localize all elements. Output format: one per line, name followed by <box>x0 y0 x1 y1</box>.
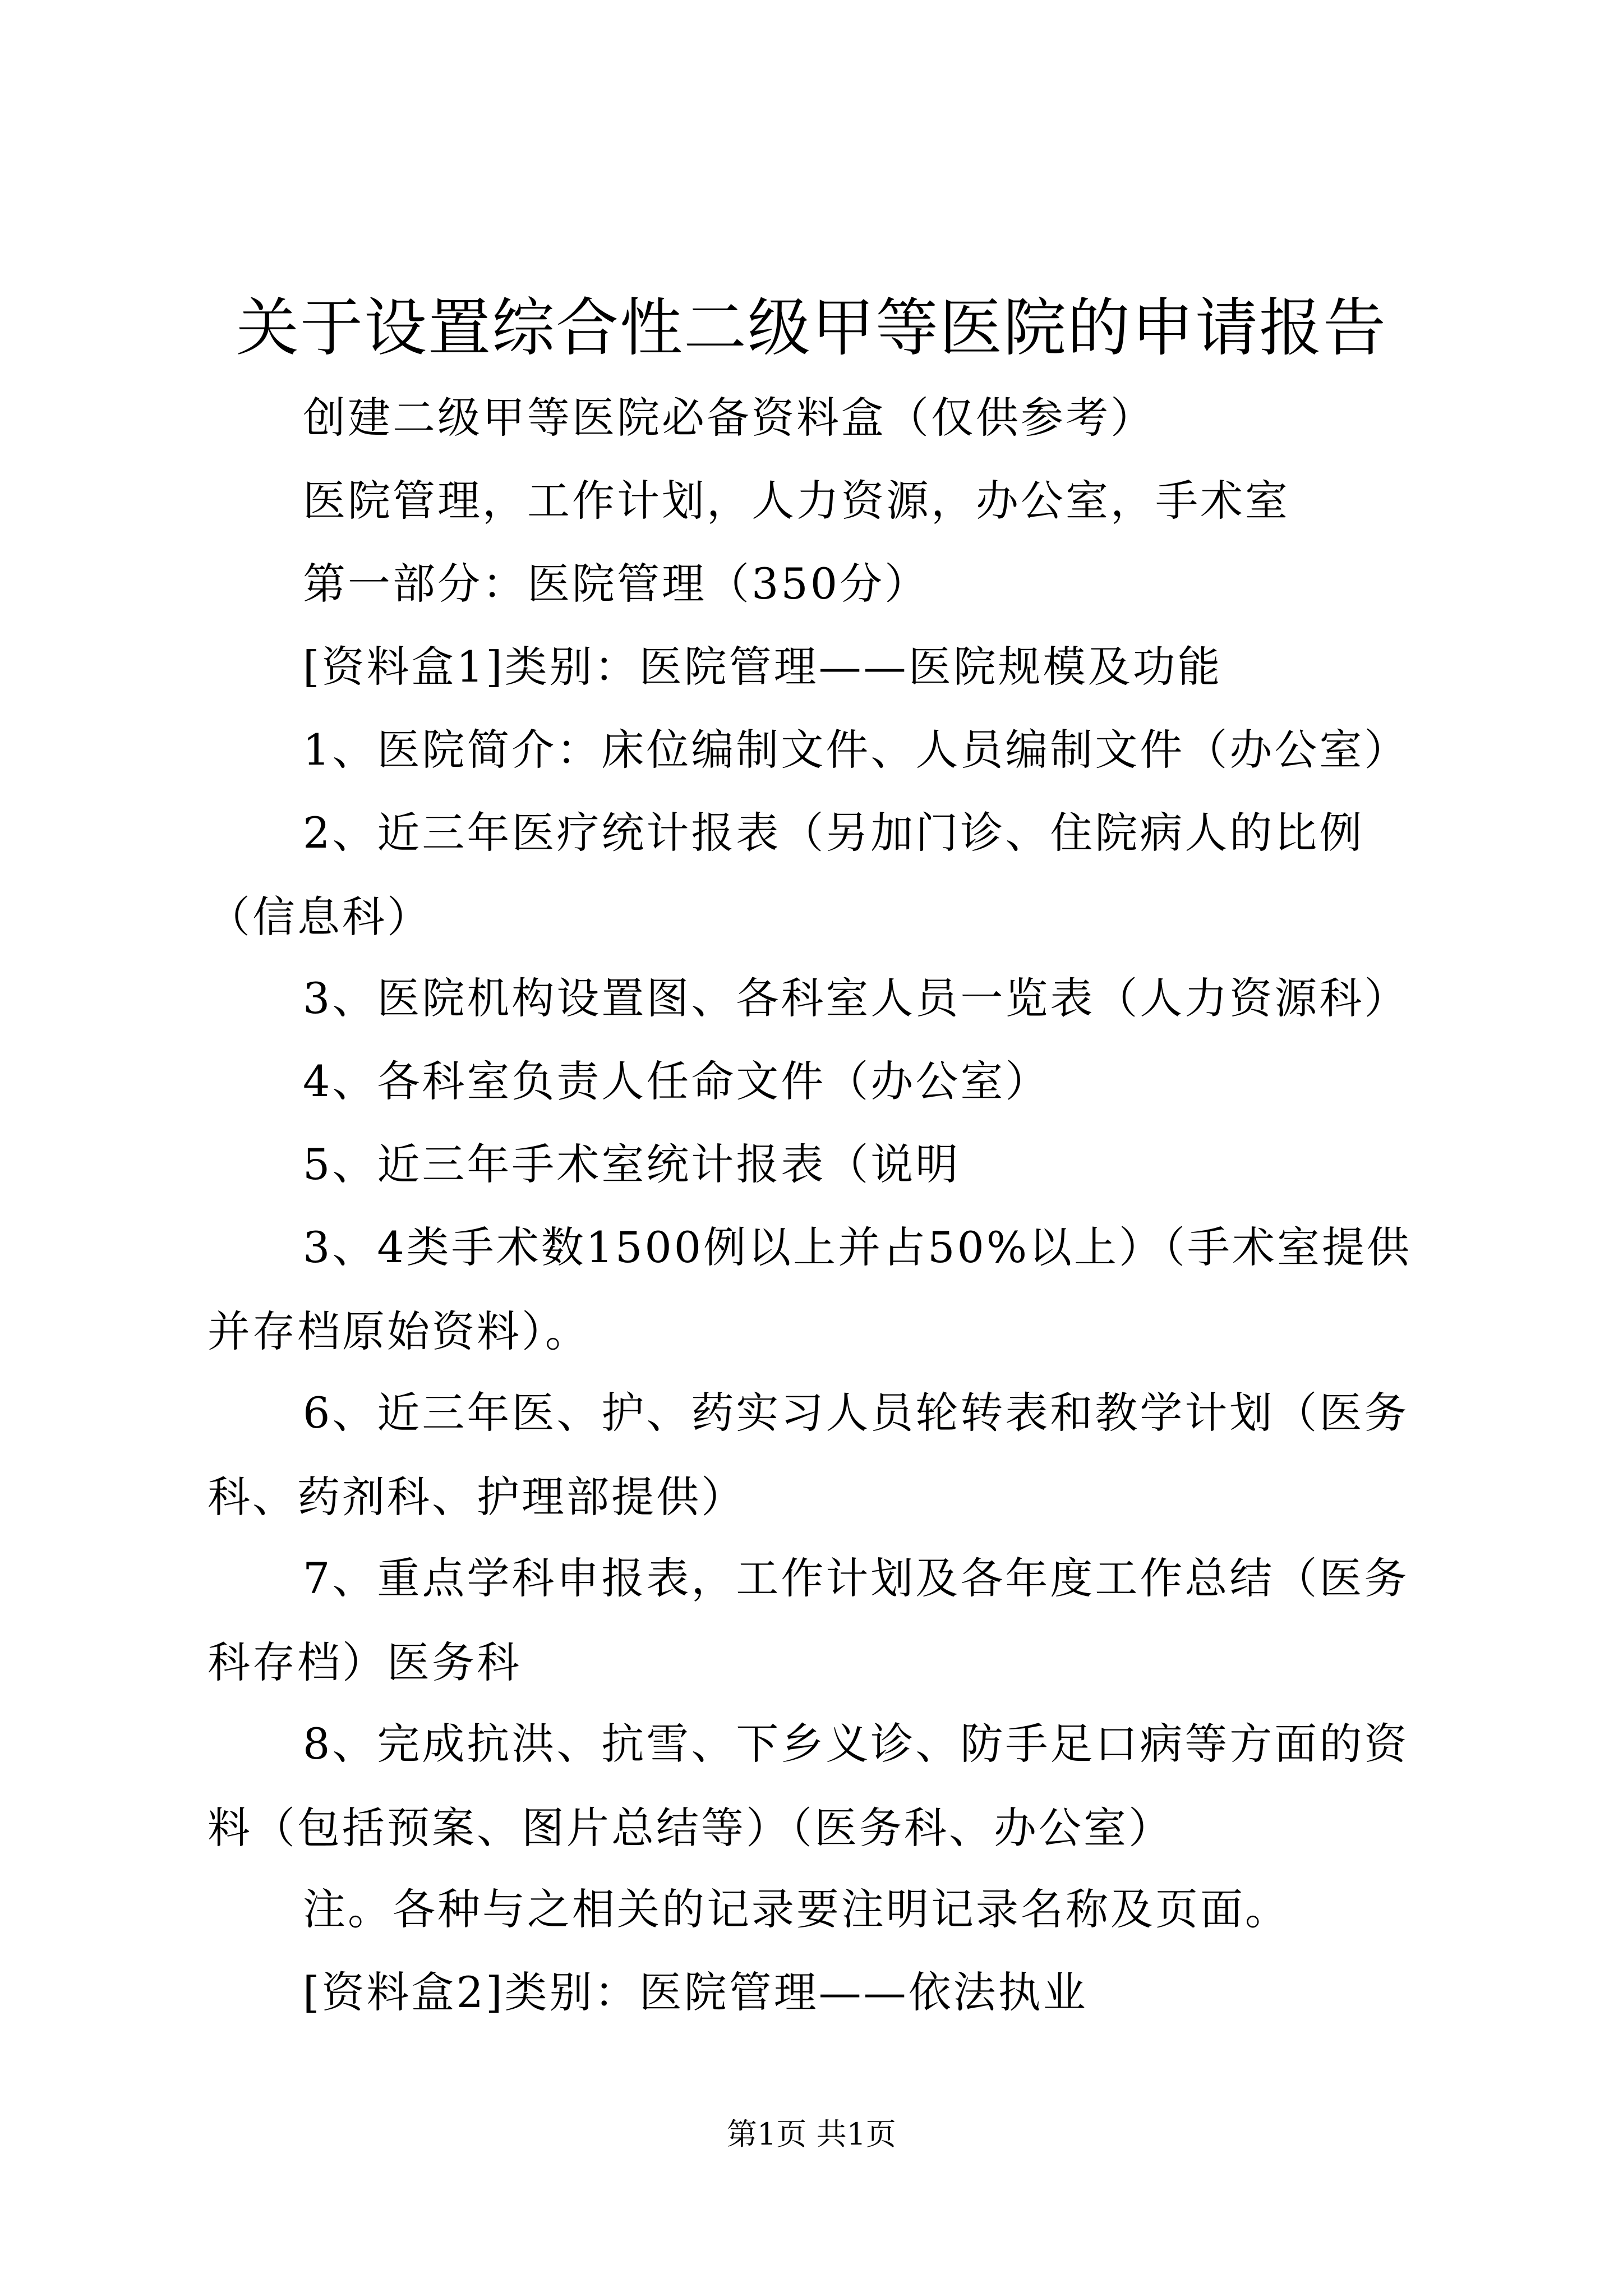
paragraph: 1、医院简介：床位编制文件、人员编制文件（办公室） <box>303 725 1409 775</box>
paragraph: [资料盒2]类别：医院管理——依法执业 <box>303 1967 1088 2017</box>
paragraph: 3、4类手术数1500例以上并占50%以上）（手术室提供并存档原始资料）。 <box>208 1222 1412 1356</box>
page-footer: 第1页 共1页 <box>727 2116 896 2152</box>
paragraph: 2、近三年医疗统计报表（另加门诊、住院病人的比例（信息科） <box>208 808 1364 942</box>
paragraph: 8、完成抗洪、抗雪、下乡义诊、防手足口病等方面的资料（包括预案、图片总结等）（医务科、办公室） <box>208 1719 1409 1853</box>
paragraph: 7、重点学科申报表，工作计划及各年度工作总结（医务科存档）医务科 <box>208 1553 1409 1687</box>
paragraph: 创建二级甲等医院必备资料盒（仅供参考） <box>303 393 1155 443</box>
paragraph: 第一部分：医院管理（350分） <box>303 559 930 609</box>
document-title: 关于设置综合性二级甲等医院的申请报告 <box>236 292 1387 365</box>
paragraph: 医院管理，工作计划，人力资源，办公室，手术室 <box>303 476 1290 526</box>
paragraph: 4、各科室负责人任命文件（办公室） <box>303 1056 1050 1106</box>
paragraph: [资料盒1]类别：医院管理——医院规模及功能 <box>303 642 1223 692</box>
paragraph: 5、近三年手术室统计报表（说明 <box>303 1139 961 1189</box>
paragraph: 6、近三年医、护、药实习人员轮转表和教学计划（医务科、药剂科、护理部提供） <box>208 1388 1409 1522</box>
paragraph: 注。各种与之相关的记录要注明记录名称及页面。 <box>303 1884 1290 1934</box>
paragraph: 3、医院机构设置图、各科室人员一览表（人力资源科） <box>303 973 1409 1023</box>
